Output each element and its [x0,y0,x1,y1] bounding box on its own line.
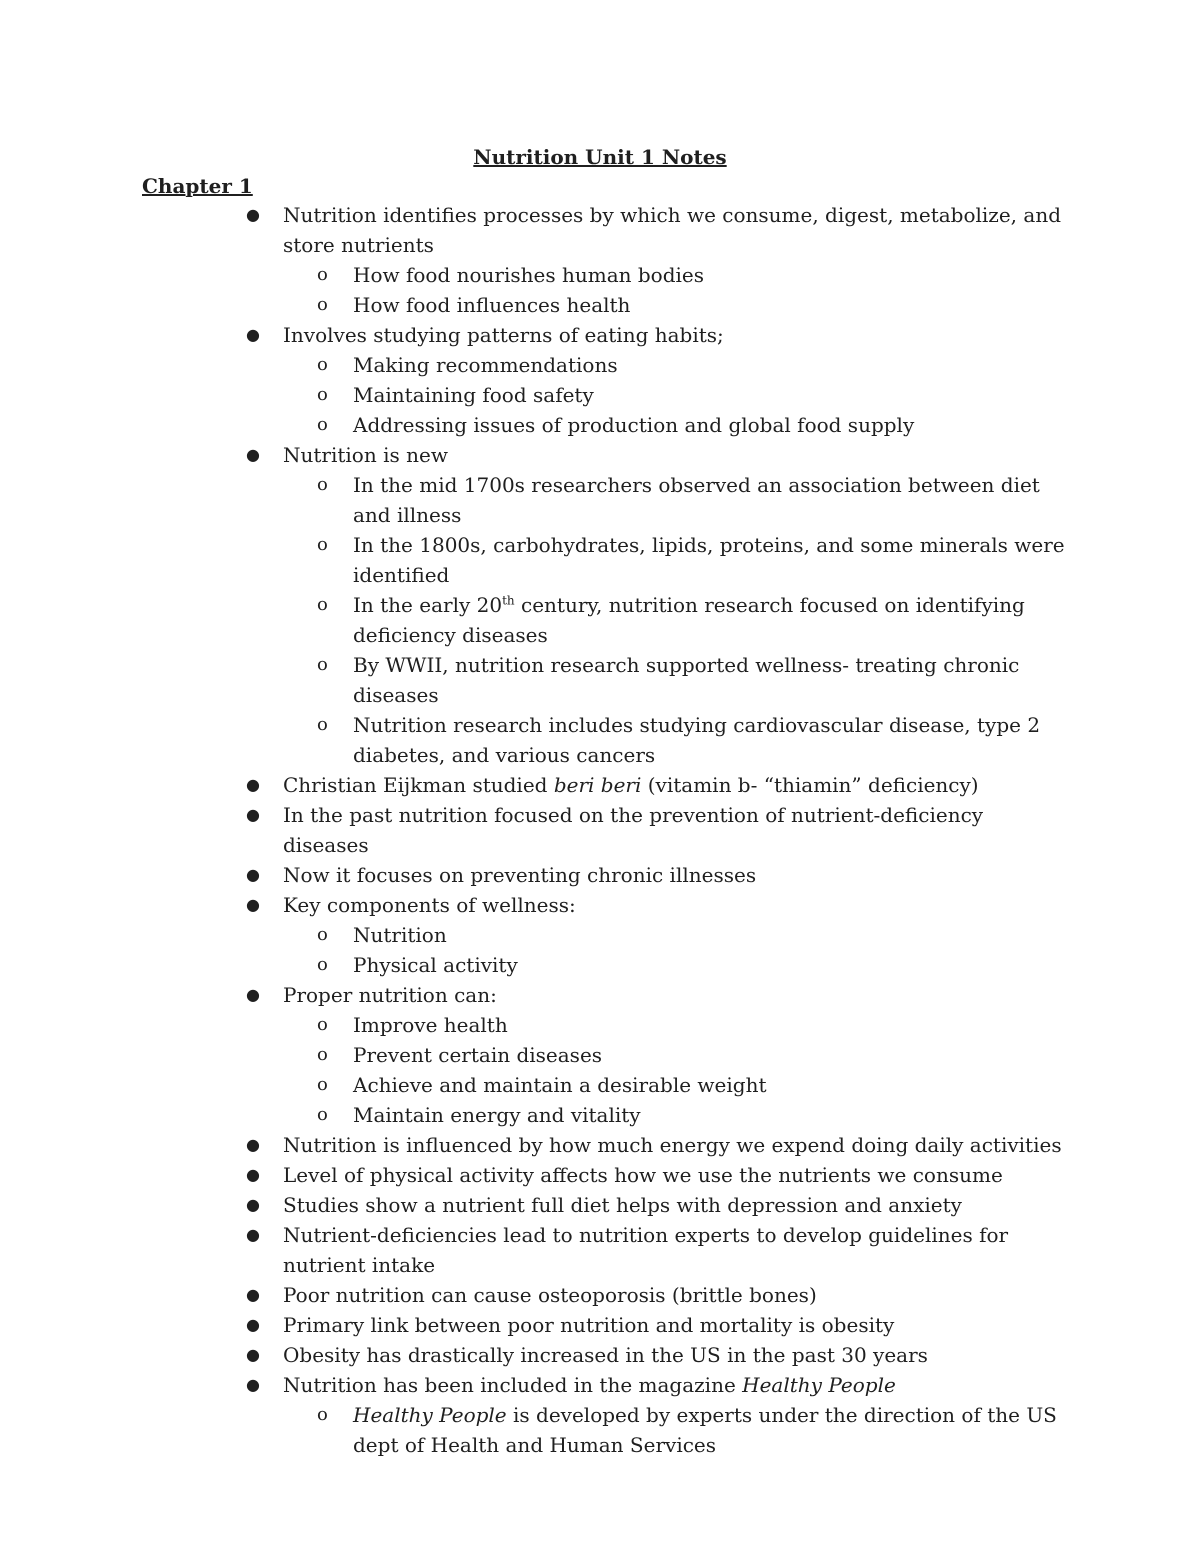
chapter-heading: Chapter 1 [142,174,253,198]
list-item-text [283,770,1073,800]
list-item [0,1370,1073,1400]
list-item [0,320,1073,350]
list-item-text: Primary link between poor nutrition and mortality is obesity [283,1313,895,1337]
sub-bullet-icon: o [317,264,328,285]
bullet-icon: ● [246,1195,260,1214]
superscript: th [502,593,515,608]
list-item-text: Improve health [353,1013,508,1037]
sub-bullet-icon: o [317,294,328,315]
bullet-icon: ● [246,895,260,914]
sub-list-item [0,1070,1073,1100]
text-run: century, nutrition research focused on identifying deficiency diseases [353,593,1025,647]
italic-text: Healthy People [353,1403,507,1427]
list-item-text: Poor nutrition can cause osteoporosis (brittle bones) [283,1283,817,1307]
list-item-text: Nutrition [353,923,447,947]
sub-bullet-icon: o [317,354,328,375]
text-run: Nutrition has been included in the magazine [283,1373,743,1397]
sub-bullet-icon: o [317,954,328,975]
sub-list-item [0,410,1073,440]
sub-bullet-icon: o [317,714,328,735]
sub-list-item [0,290,1073,320]
bullet-icon: ● [246,865,260,884]
sub-bullet-icon: o [317,1074,328,1095]
list-item-text: How food influences health [353,293,631,317]
bullet-icon: ● [246,1315,260,1334]
list-item-text: Maintaining food safety [353,383,594,407]
list-item-text: Now it focuses on preventing chronic illnesses [283,863,757,887]
bullet-icon: ● [246,205,260,224]
sub-list-item [0,950,1073,980]
sub-list-item [0,380,1073,410]
bullet-icon: ● [246,985,260,1004]
list-item-text: How food nourishes human bodies [353,263,704,287]
sub-list-item [0,710,1073,770]
bullet-icon: ● [246,1165,260,1184]
sub-bullet-icon: o [317,1044,328,1065]
sub-bullet-icon: o [317,1014,328,1035]
list-item-text: Nutrient-deficiencies lead to nutrition experts to develop guidelines for nutrient intake [283,1223,1009,1277]
list-item-text: Level of physical activity affects how we use the nutrients we consume [283,1163,1003,1187]
bullet-icon: ● [246,1285,260,1304]
list-item-text: Nutrition identifies processes by which we consume, digest, metabolize, and store nutrients [283,203,1061,257]
bullet-icon: ● [246,1345,260,1364]
sub-bullet-icon: o [317,1404,328,1425]
list-item [0,1340,1073,1370]
list-item [0,1160,1073,1190]
sub-bullet-icon: o [317,1104,328,1125]
italic-text: Healthy People [742,1373,896,1397]
sub-bullet-icon: o [317,534,328,555]
document-title: Nutrition Unit 1 Notes [473,145,727,169]
bullet-icon: ● [246,1135,260,1154]
text-run: (vitamin b- “thiamin” deficiency) [641,773,979,797]
sub-list-item [0,1040,1073,1070]
sub-list-item [0,260,1073,290]
sub-bullet-icon: o [317,654,328,675]
list-item [0,770,1073,800]
list-item [0,890,1073,920]
sub-list-item [0,350,1073,380]
list-item-text: In the mid 1700s researchers observed an association between diet and illness [353,473,1040,527]
bullet-icon: ● [246,1225,260,1244]
sub-list-item [0,1010,1073,1040]
list-item [0,980,1073,1010]
list-item-text: Making recommendations [353,353,618,377]
list-item-text: Key components of wellness: [283,893,576,917]
sub-list-item [0,470,1073,530]
sub-bullet-icon: o [317,594,328,615]
list-item-text: In the past nutrition focused on the prevention of nutrient-deficiency diseases [283,803,984,857]
italic-text: beri beri [553,773,642,797]
list-item [0,200,1073,260]
list-item-text: Involves studying patterns of eating habits; [283,323,724,347]
list-item-text: Obesity has drastically increased in the US in the past 30 years [283,1343,928,1367]
sub-list-item [0,1400,1073,1460]
list-item-text: By WWII, nutrition research supported wellness- treating chronic diseases [353,653,1020,707]
bullet-icon: ● [246,325,260,344]
notes-list [0,200,1200,1460]
list-item-text: Studies show a nutrient full diet helps with depression and anxiety [283,1193,962,1217]
list-item-text: Physical activity [353,953,518,977]
sub-list-item [0,590,1073,650]
sub-bullet-icon: o [317,474,328,495]
bullet-icon: ● [246,805,260,824]
list-item-text: Nutrition research includes studying cardiovascular disease, type 2 diabetes, and various cancers [353,713,1041,767]
list-item-text [353,590,1073,650]
sub-list-item [0,1100,1073,1130]
list-item-text: Nutrition is influenced by how much energy we expend doing daily activities [283,1133,1062,1157]
text-run: is developed by experts under the direction of the US dept of Health and Human Services [353,1403,1057,1457]
list-item [0,440,1073,470]
list-item-text: Achieve and maintain a desirable weight [353,1073,767,1097]
sub-list-item [0,920,1073,950]
sub-bullet-icon: o [317,384,328,405]
sub-list-item [0,530,1073,590]
list-item [0,1280,1073,1310]
list-item [0,860,1073,890]
list-item [0,1220,1073,1280]
sub-bullet-icon: o [317,414,328,435]
list-item-text: Maintain energy and vitality [353,1103,641,1127]
sub-bullet-icon: o [317,924,328,945]
list-item-text: Proper nutrition can: [283,983,497,1007]
list-item [0,1190,1073,1220]
text-run: In the early 20 [353,593,503,617]
text-run: Christian Eijkman studied [283,773,554,797]
list-item-text: In the 1800s, carbohydrates, lipids, proteins, and some minerals were identified [353,533,1065,587]
list-item [0,1130,1073,1160]
list-item-text: Addressing issues of production and global food supply [353,413,915,437]
bullet-icon: ● [246,445,260,464]
bullet-icon: ● [246,1375,260,1394]
list-item [0,1310,1073,1340]
bullet-icon: ● [246,775,260,794]
list-item-text [283,1370,1073,1400]
list-item-text [353,1400,1073,1460]
list-item-text: Prevent certain diseases [353,1043,603,1067]
list-item-text: Nutrition is new [283,443,448,467]
sub-list-item [0,650,1073,710]
list-item [0,800,1073,860]
